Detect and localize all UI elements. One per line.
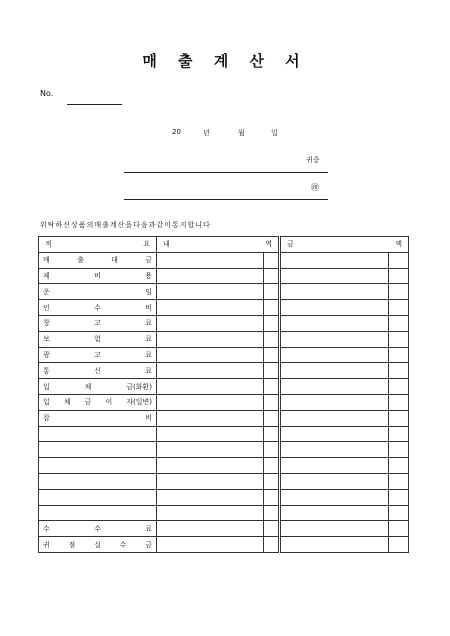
content-cell[interactable] <box>157 489 264 505</box>
amount-sub-cell[interactable] <box>389 521 409 537</box>
amount-cell[interactable] <box>280 315 389 331</box>
header-item: 적 요 <box>39 237 157 253</box>
table-row <box>39 284 409 300</box>
amount-cell[interactable] <box>280 331 389 347</box>
amount-sub-cell[interactable] <box>389 442 409 458</box>
row-label-part: 험 <box>94 335 101 344</box>
table-row <box>39 410 409 426</box>
row-label-part: 고 <box>94 350 101 359</box>
content-sub-cell[interactable] <box>264 426 280 442</box>
table-row <box>39 331 409 347</box>
content-cell[interactable] <box>157 331 264 347</box>
amount-sub-cell[interactable] <box>389 505 409 521</box>
row-label <box>39 410 157 426</box>
row-label-part: 수 <box>94 524 101 533</box>
row-label-part: 매 <box>43 256 50 265</box>
content-sub-cell[interactable] <box>264 379 280 395</box>
row-label <box>39 252 157 268</box>
table-row <box>39 521 409 537</box>
row-label-part: 실 <box>94 540 101 549</box>
notice-text: 위탁하신상품의매출계산을다음과같이통지합니다 <box>40 221 211 229</box>
row-label-part: 제 <box>43 271 50 280</box>
content-cell[interactable] <box>157 426 264 442</box>
content-cell[interactable] <box>157 394 264 410</box>
table-row <box>39 379 409 395</box>
table-row <box>39 300 409 316</box>
row-label-part: 료 <box>145 319 152 328</box>
amount-cell[interactable] <box>280 252 389 268</box>
statement-table <box>38 236 409 553</box>
table-row <box>39 473 409 489</box>
row-label-part: 운 <box>43 287 50 296</box>
row-label <box>39 442 157 458</box>
content-cell[interactable] <box>157 537 264 553</box>
content-cell[interactable] <box>157 505 264 521</box>
recipient-label: 귀중 <box>306 156 320 164</box>
amount-sub-cell[interactable] <box>389 458 409 474</box>
row-label-part: 대 <box>111 256 118 265</box>
row-label <box>39 363 157 379</box>
table-row <box>39 505 409 521</box>
content-sub-cell[interactable] <box>264 473 280 489</box>
content-cell[interactable] <box>157 410 264 426</box>
table-row <box>39 268 409 284</box>
content-sub-cell[interactable] <box>264 347 280 363</box>
date-year-prefix: 20 <box>172 128 181 136</box>
amount-cell[interactable] <box>280 300 389 316</box>
content-sub-cell[interactable] <box>264 284 280 300</box>
seal-mark: ㊞ <box>311 183 319 192</box>
table-row <box>39 537 409 553</box>
row-label-part: 입 <box>43 398 50 407</box>
date-day: 일 <box>271 129 278 137</box>
amount-sub-cell[interactable] <box>389 394 409 410</box>
row-label-part: 료 <box>145 350 152 359</box>
row-label-part: 임 <box>145 287 152 296</box>
row-label-part: 비 <box>145 303 152 312</box>
content-sub-cell[interactable] <box>264 505 280 521</box>
amount-sub-cell[interactable] <box>389 347 409 363</box>
row-label-part: 금 <box>145 256 152 265</box>
row-label <box>39 379 157 395</box>
amount-sub-cell[interactable] <box>389 473 409 489</box>
row-label <box>39 315 157 331</box>
row-label-part: 체 <box>84 382 92 391</box>
content-sub-cell[interactable] <box>264 252 280 268</box>
signature-line <box>124 199 328 200</box>
amount-sub-cell[interactable] <box>389 331 409 347</box>
table-row <box>39 442 409 458</box>
row-label-part: 료 <box>145 366 152 375</box>
header-content: 내 역 <box>157 237 280 253</box>
amount-sub-cell[interactable] <box>389 252 409 268</box>
amount-cell[interactable] <box>280 379 389 395</box>
table-row <box>39 363 409 379</box>
row-label-part: 잡 <box>43 414 50 423</box>
row-label-part: 비 <box>94 271 101 280</box>
content-cell[interactable] <box>157 521 264 537</box>
number-blank-line <box>67 104 122 105</box>
amount-sub-cell[interactable] <box>389 315 409 331</box>
row-label-part: 수 <box>43 524 50 533</box>
amount-cell[interactable] <box>280 363 389 379</box>
row-label-part: 료 <box>145 335 152 344</box>
amount-cell[interactable] <box>280 268 389 284</box>
content-sub-cell[interactable] <box>264 458 280 474</box>
content-cell[interactable] <box>157 379 264 395</box>
content-cell[interactable] <box>157 284 264 300</box>
row-label-part: 인 <box>43 303 50 312</box>
amount-cell[interactable] <box>280 442 389 458</box>
content-sub-cell[interactable] <box>264 331 280 347</box>
row-label-part: 수 <box>94 303 101 312</box>
table-row <box>39 315 409 331</box>
row-label <box>39 394 157 410</box>
content-sub-cell[interactable] <box>264 442 280 458</box>
table-row <box>39 347 409 363</box>
amount-cell[interactable] <box>280 394 389 410</box>
row-label-part: 금 <box>84 398 92 407</box>
row-label <box>39 458 157 474</box>
content-sub-cell[interactable] <box>264 537 280 553</box>
content-sub-cell[interactable] <box>264 315 280 331</box>
amount-sub-cell[interactable] <box>389 363 409 379</box>
content-sub-cell[interactable] <box>264 394 280 410</box>
content-sub-cell[interactable] <box>264 489 280 505</box>
amount-sub-cell[interactable] <box>389 426 409 442</box>
amount-sub-cell[interactable] <box>389 537 409 553</box>
content-sub-cell[interactable] <box>264 268 280 284</box>
amount-sub-cell[interactable] <box>389 268 409 284</box>
table-header-row <box>39 237 409 253</box>
content-cell[interactable] <box>157 473 264 489</box>
recipient-name-line <box>124 172 328 173</box>
content-sub-cell[interactable] <box>264 410 280 426</box>
content-sub-cell[interactable] <box>264 300 280 316</box>
content-sub-cell[interactable] <box>264 521 280 537</box>
amount-cell[interactable] <box>280 505 389 521</box>
amount-sub-cell[interactable] <box>389 410 409 426</box>
content-cell[interactable] <box>157 315 264 331</box>
content-cell[interactable] <box>157 363 264 379</box>
row-label-part: 체 <box>63 398 71 407</box>
amount-cell[interactable] <box>280 284 389 300</box>
row-label-part: 광 <box>43 350 50 359</box>
row-label-part: 신 <box>94 366 101 375</box>
row-label-part: 금 <box>145 540 152 549</box>
row-label <box>39 331 157 347</box>
row-label-part: 용 <box>145 271 152 280</box>
amount-sub-cell[interactable] <box>389 489 409 505</box>
amount-sub-cell[interactable] <box>389 284 409 300</box>
table-row <box>39 394 409 410</box>
row-label-part: 통 <box>43 366 50 375</box>
amount-sub-cell[interactable] <box>389 300 409 316</box>
row-label-part: 보 <box>43 335 50 344</box>
amount-cell[interactable] <box>280 489 389 505</box>
amount-cell[interactable] <box>280 473 389 489</box>
amount-cell[interactable] <box>280 521 389 537</box>
row-label-part: 료 <box>145 524 152 533</box>
amount-cell[interactable] <box>280 347 389 363</box>
row-label-part: 점 <box>68 540 76 549</box>
row-label-part: 자(일변) <box>126 398 152 407</box>
table-row <box>39 252 409 268</box>
table-row <box>39 458 409 474</box>
row-label <box>39 489 157 505</box>
table-row <box>39 489 409 505</box>
row-label-part: 입 <box>43 382 50 391</box>
table-row <box>39 426 409 442</box>
date-month: 월 <box>238 129 245 137</box>
amount-cell[interactable] <box>280 537 389 553</box>
amount-cell[interactable] <box>280 458 389 474</box>
content-cell[interactable] <box>157 458 264 474</box>
date-year: 년 <box>203 129 210 137</box>
content-cell[interactable] <box>157 442 264 458</box>
row-label <box>39 521 157 537</box>
row-label <box>39 473 157 489</box>
row-label-part: 이 <box>105 398 113 407</box>
content-cell[interactable] <box>157 347 264 363</box>
row-label <box>39 347 157 363</box>
row-label <box>39 505 157 521</box>
row-label-part: 출 <box>77 256 84 265</box>
content-cell[interactable] <box>157 268 264 284</box>
number-label: No. <box>40 89 54 98</box>
content-cell[interactable] <box>157 300 264 316</box>
row-label <box>39 284 157 300</box>
amount-cell[interactable] <box>280 426 389 442</box>
row-label-part: 금(화환) <box>126 382 152 391</box>
row-label-part: 귀 <box>43 540 50 549</box>
row-label-part: 비 <box>145 414 152 423</box>
row-label <box>39 268 157 284</box>
amount-sub-cell[interactable] <box>389 379 409 395</box>
row-label <box>39 537 157 553</box>
amount-cell[interactable] <box>280 410 389 426</box>
content-sub-cell[interactable] <box>264 363 280 379</box>
row-label <box>39 300 157 316</box>
row-label-part: 고 <box>94 319 101 328</box>
row-label-part: 창 <box>43 319 50 328</box>
document-title: 매 출 계 산 서 <box>142 52 308 70</box>
header-amount: 금 액 <box>280 237 409 253</box>
row-label <box>39 426 157 442</box>
content-cell[interactable] <box>157 252 264 268</box>
row-label-part: 수 <box>119 540 127 549</box>
